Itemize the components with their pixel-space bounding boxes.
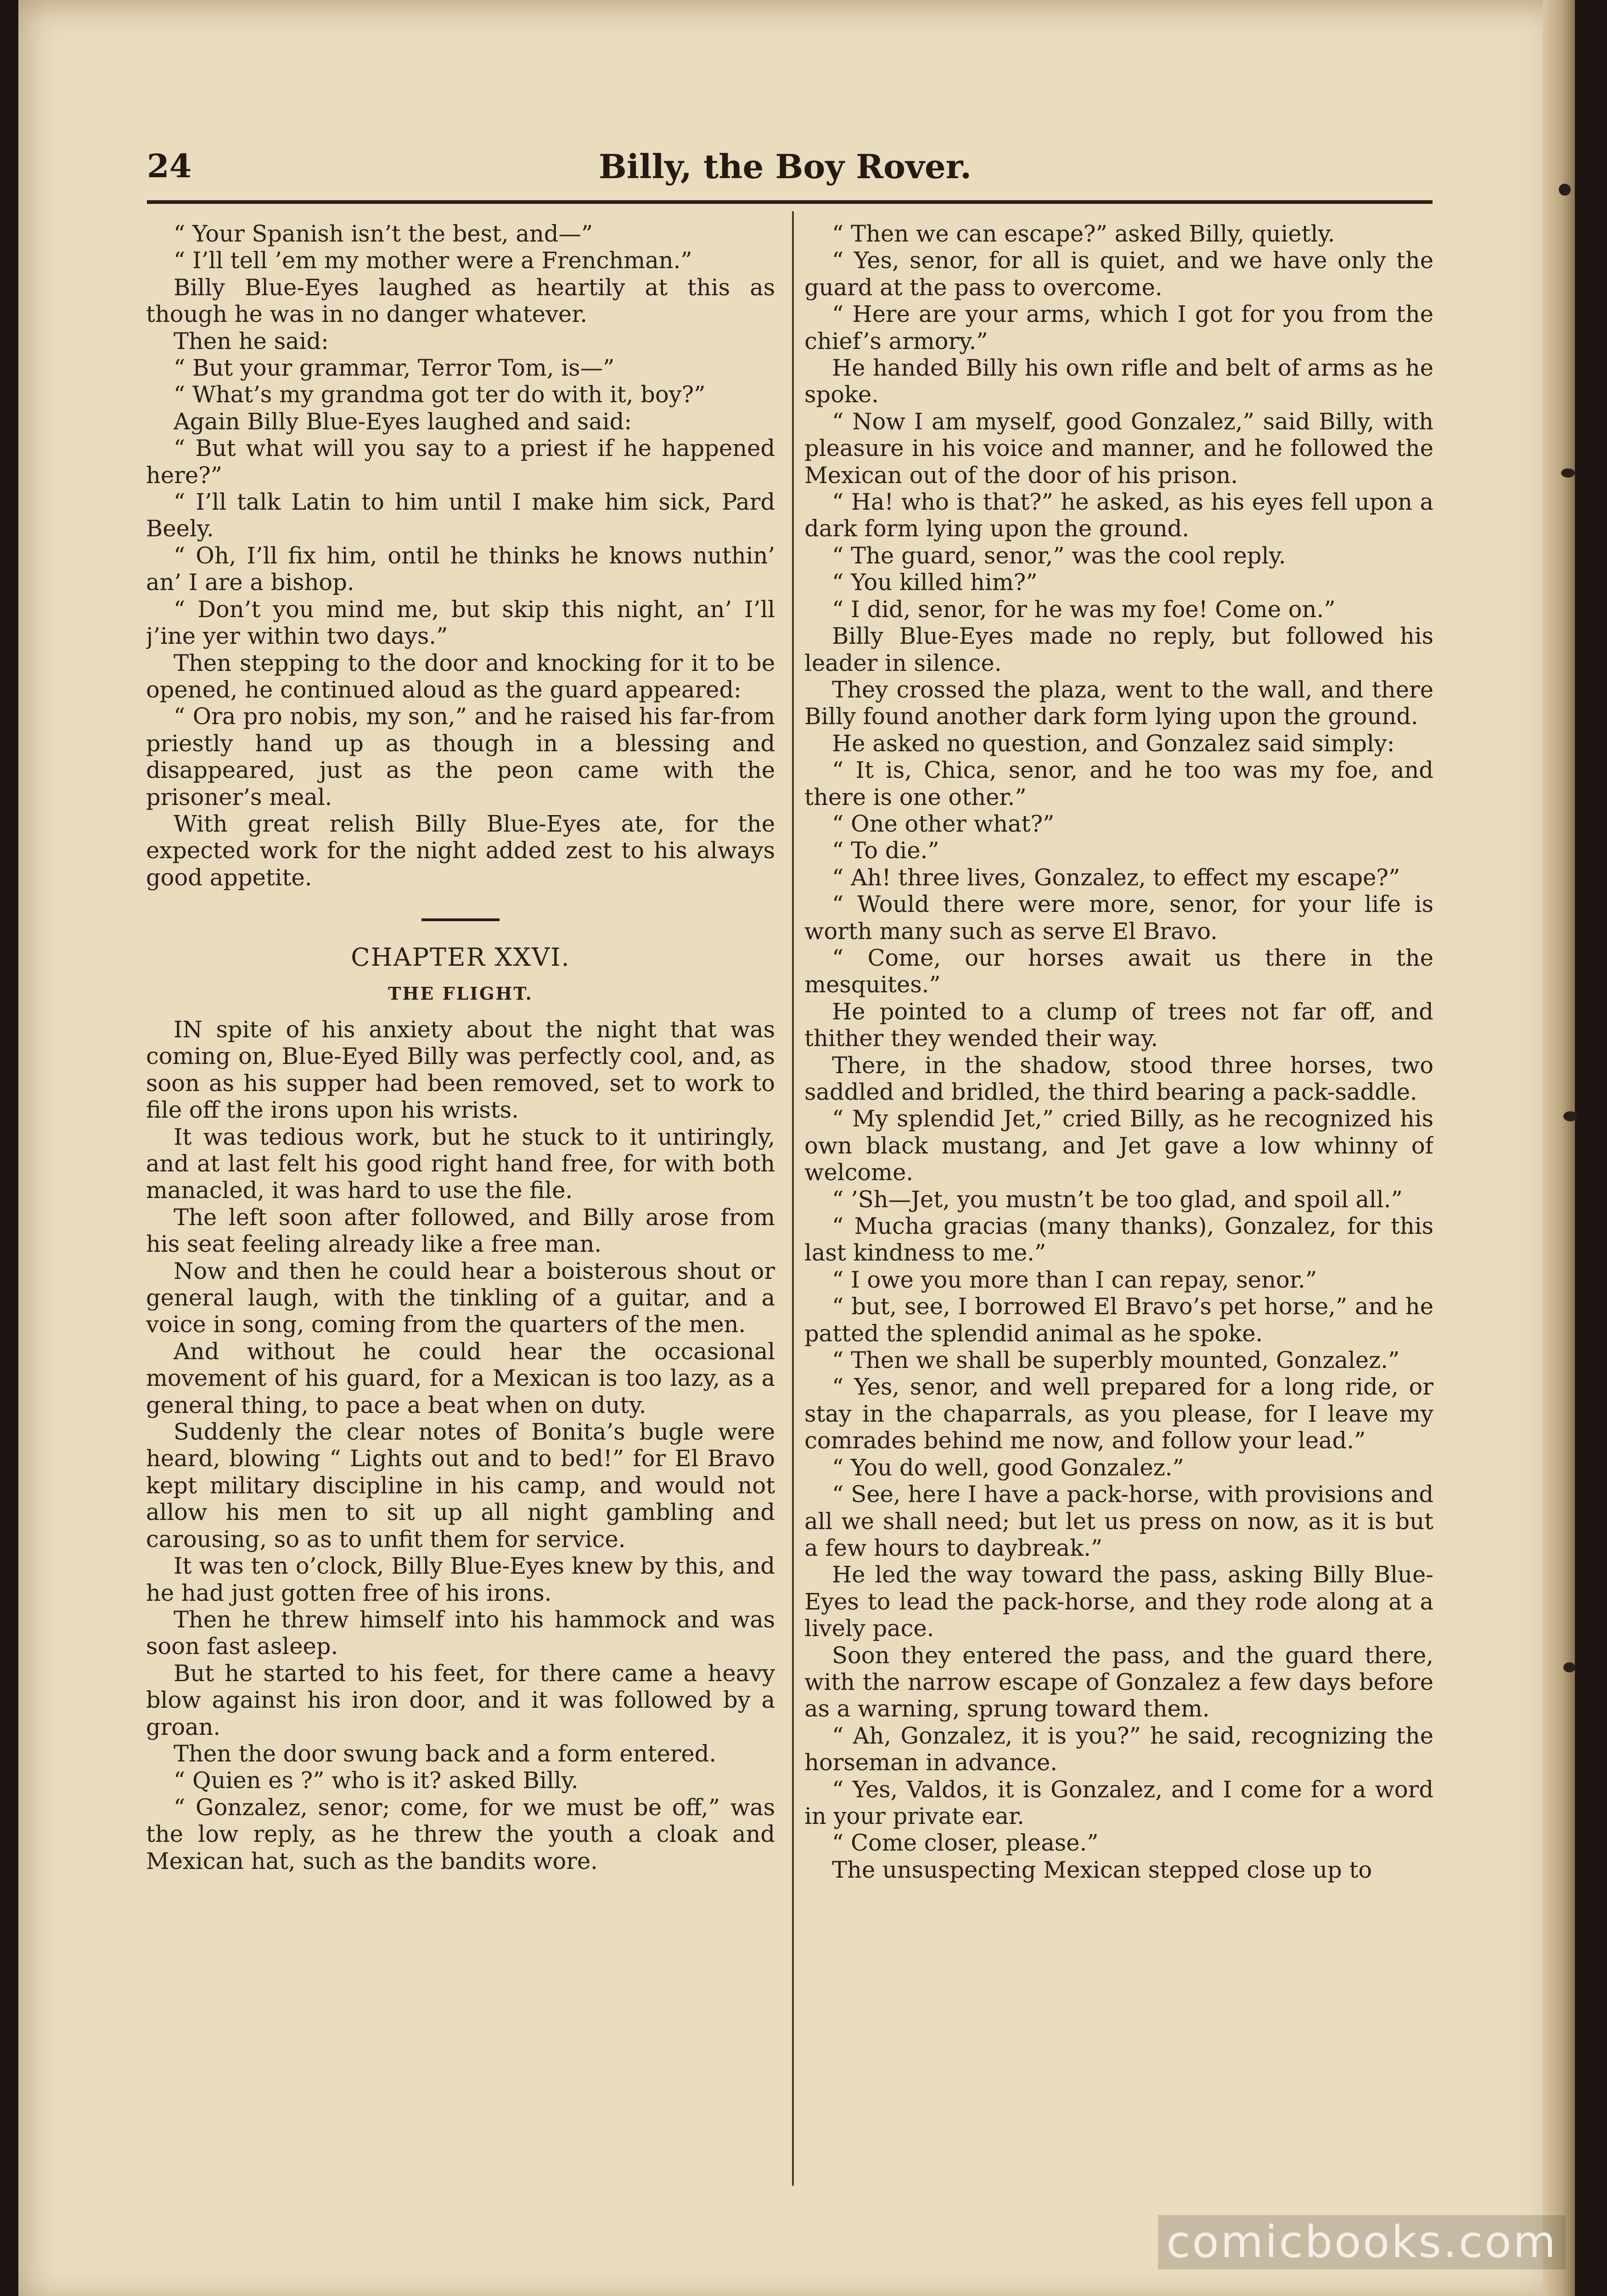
- paragraph: “ Yes, Valdos, it is Gonzalez, and I come for a word in your private ear.: [804, 1776, 1433, 1829]
- paragraph: Then stepping to the door and knocking for it to be opened, he continued aloud as the guard appeared:: [146, 649, 775, 703]
- watermark: comicbooks.com: [1158, 2215, 1566, 2269]
- paragraph: Then he threw himself into his hammock and was soon fast asleep.: [146, 1606, 775, 1660]
- paragraph: “ Now I am myself, good Gonzalez,” said Billy, with pleasure in his voice and manner, and he followed the Mexican out of the door of his prison.: [804, 408, 1433, 489]
- right-column: [804, 220, 1433, 2218]
- paragraph: “ I did, senor, for he was my foe! Come on.”: [832, 596, 1336, 623]
- paragraph: “ Would there were more, senor, for your life is worth many such as serve El Bravo.: [804, 891, 1433, 945]
- running-title: Billy, the Boy Rover.: [598, 147, 972, 186]
- paragraph: He led the way toward the pass, asking Billy Blue-Eyes to lead the pack-horse, and they rode along at a lively pace.: [804, 1561, 1433, 1642]
- paragraph: “ You do well, good Gonzalez.”: [832, 1454, 1184, 1481]
- paragraph: “ You killed him?”: [832, 569, 1038, 596]
- page-mark: [1563, 1662, 1575, 1672]
- paragraph: “ What’s my grandma got ter do with it, boy?”: [174, 381, 706, 408]
- paragraph: “ But your grammar, Terror Tom, is—”: [174, 355, 615, 382]
- paragraph: “ Ha! who is that?” he asked, as his eyes fell upon a dark form lying upon the ground.: [804, 489, 1433, 542]
- page-header: [147, 147, 1423, 193]
- paragraph: “ Then we can escape?” asked Billy, quietly.: [832, 220, 1335, 247]
- paragraph: “ Come closer, please.”: [832, 1829, 1099, 1857]
- paragraph: But he started to his feet, for there came a heavy blow against his iron door, and it was followed by a groan.: [146, 1660, 775, 1740]
- paragraph: IN spite of his anxiety about the night that was coming on, Blue-Eyed Billy was perfectly cool, and, as soon as his supper had been removed, set to work to file off the irons upon his wrists.: [146, 1016, 775, 1124]
- paragraph: He pointed to a clump of trees not far off, and thither they wended their way.: [804, 998, 1433, 1052]
- paragraph: “ Your Spanish isn’t the best, and—”: [174, 220, 593, 247]
- paragraph: “ Then we shall be superbly mounted, Gonzalez.”: [832, 1347, 1400, 1374]
- paragraph: “ Oh, I’ll fix him, ontil he thinks he knows nuthin’ an’ I are a bishop.: [146, 542, 775, 596]
- paragraph: “ My splendid Jet,” cried Billy, as he recognized his own black mustang, and Jet gave a low whinny of welcome.: [804, 1105, 1433, 1186]
- paragraph: Then the door swung back and a form entered.: [174, 1740, 717, 1767]
- paragraph: “ I’ll talk Latin to him until I make him sick, Pard Beely.: [146, 489, 775, 542]
- page-mark: [1559, 184, 1571, 196]
- paragraph: Again Billy Blue-Eyes laughed and said:: [174, 408, 632, 435]
- page-number: 24: [147, 147, 192, 185]
- paragraph: “ Yes, senor, for all is quiet, and we have only the guard at the pass to overcome.: [804, 247, 1433, 301]
- column-divider: [792, 211, 794, 2186]
- paragraph: “ Gonzalez, senor; come, for we must be off,” was the low reply, as he threw the youth a cloak and Mexican hat, such as the bandits wore.: [146, 1794, 775, 1874]
- page-mark: [1561, 468, 1575, 478]
- paragraph: There, in the shadow, stood three horses, two saddled and bridled, the third bearing a pack-saddle.: [804, 1052, 1433, 1105]
- paragraph: “ One other what?”: [832, 810, 1055, 837]
- chapter-subtitle: THE FLIGHT.: [388, 983, 533, 1004]
- paragraph: And without he could hear the occasional movement of his guard, for a Mexican is too lazy, as a general thing, to pace a beat when on duty.: [146, 1338, 775, 1418]
- page-mark: [1563, 1111, 1577, 1121]
- paragraph: The left soon after followed, and Billy arose from his seat feeling already like a free man.: [146, 1204, 775, 1258]
- paragraph: “ To die.”: [832, 837, 939, 864]
- paragraph: “ But what will you say to a priest if he happened here?”: [146, 435, 775, 489]
- paragraph: “ See, here I have a pack-horse, with provisions and all we shall need; but let us press on now, as it is but a few hours to daybreak.”: [804, 1481, 1433, 1561]
- page-edge: [1543, 0, 1575, 2296]
- right-column-text: [804, 220, 1433, 1883]
- paragraph: “ Yes, senor, and well prepared for a long ride, or stay in the chaparrals, as you please, for I leave my comrades behind me now, and follow your lead.”: [804, 1373, 1433, 1454]
- paragraph: With great relish Billy Blue-Eyes ate, for the expected work for the night added zest to his always good appetite.: [146, 810, 775, 891]
- header-rule: [147, 200, 1433, 204]
- paragraph: “ I owe you more than I can repay, senor.”: [832, 1266, 1317, 1293]
- paragraph: Then he said:: [174, 327, 329, 355]
- paragraph: “ ’Sh—Jet, you mustn’t be too glad, and spoil all.”: [832, 1186, 1403, 1213]
- chapter-text: [146, 1016, 775, 1874]
- paragraph: He asked no question, and Gonzalez said simply:: [832, 730, 1395, 757]
- paragraph: “ Mucha gracias (many thanks), Gonzalez, for this last kindness to me.”: [804, 1213, 1433, 1266]
- paragraph: They crossed the plaza, went to the wall, and there Billy found another dark form lying upon the ground.: [804, 676, 1433, 730]
- paragraph: “ Ah, Gonzalez, it is you?” he said, recognizing the horseman in advance.: [804, 1722, 1433, 1776]
- paragraph: “ Quien es ?” who is it? asked Billy.: [174, 1767, 579, 1794]
- paragraph: Billy Blue-Eyes made no reply, but followed his leader in silence.: [804, 623, 1433, 676]
- chapter-title: CHAPTER XXVI.: [351, 943, 570, 972]
- section-divider: [421, 918, 500, 921]
- left-column-text: [146, 220, 775, 891]
- paragraph: “ Here are your arms, which I got for you from the chief’s armory.”: [804, 301, 1433, 355]
- paragraph: “ Ah! three lives, Gonzalez, to effect my escape?”: [832, 864, 1400, 891]
- paragraph: Now and then he could hear a boisterous shout or general laugh, with the tinkling of a guitar, and a voice in song, coming from the quarters of the men.: [146, 1257, 775, 1338]
- paragraph: Suddenly the clear notes of Bonita’s bugle were heard, blowing “ Lights out and to bed!” for El Bravo kept military discipline in his camp, and would not allow his men to sit up all night gambling and carousing, so as to unfit them for service.: [146, 1418, 775, 1553]
- paragraph: “ but, see, I borrowed El Bravo’s pet horse,” and he patted the splendid animal as he spoke.: [804, 1293, 1433, 1347]
- paragraph: “ Come, our horses await us there in the mesquites.”: [804, 944, 1433, 998]
- paragraph: “ I’ll tell ’em my mother were a Frenchman.”: [174, 247, 692, 274]
- paragraph: It was tedious work, but he stuck to it untiringly, and at last felt his good right hand free, for with both manacled, it was hard to use the file.: [146, 1123, 775, 1204]
- paragraph: He handed Billy his own rifle and belt of arms as he spoke.: [804, 355, 1433, 408]
- paragraph: “ Don’t you mind me, but skip this night, an’ I’ll j’ine yer within two days.”: [146, 596, 775, 650]
- paragraph: It was ten o’clock, Billy Blue-Eyes knew by this, and he had just gotten free of his irons.: [146, 1553, 775, 1606]
- paragraph: “ The guard, senor,” was the cool reply.: [832, 542, 1286, 569]
- paragraph: Billy Blue-Eyes laughed as heartily at this as though he was in no danger whatever.: [146, 274, 775, 328]
- paragraph: “ It is, Chica, senor, and he too was my foe, and there is one other.”: [804, 757, 1433, 810]
- left-column: [146, 220, 775, 2218]
- paragraph: “ Ora pro nobis, my son,” and he raised his far-from priestly hand up as though in a blessing and disappeared, just as the peon came with the prisoner’s meal.: [146, 703, 775, 810]
- paragraph: Soon they entered the pass, and the guard there, with the narrow escape of Gonzalez a few days before as a warning, sprung toward them.: [804, 1642, 1433, 1722]
- paragraph: The unsuspecting Mexican stepped close up to: [832, 1856, 1372, 1883]
